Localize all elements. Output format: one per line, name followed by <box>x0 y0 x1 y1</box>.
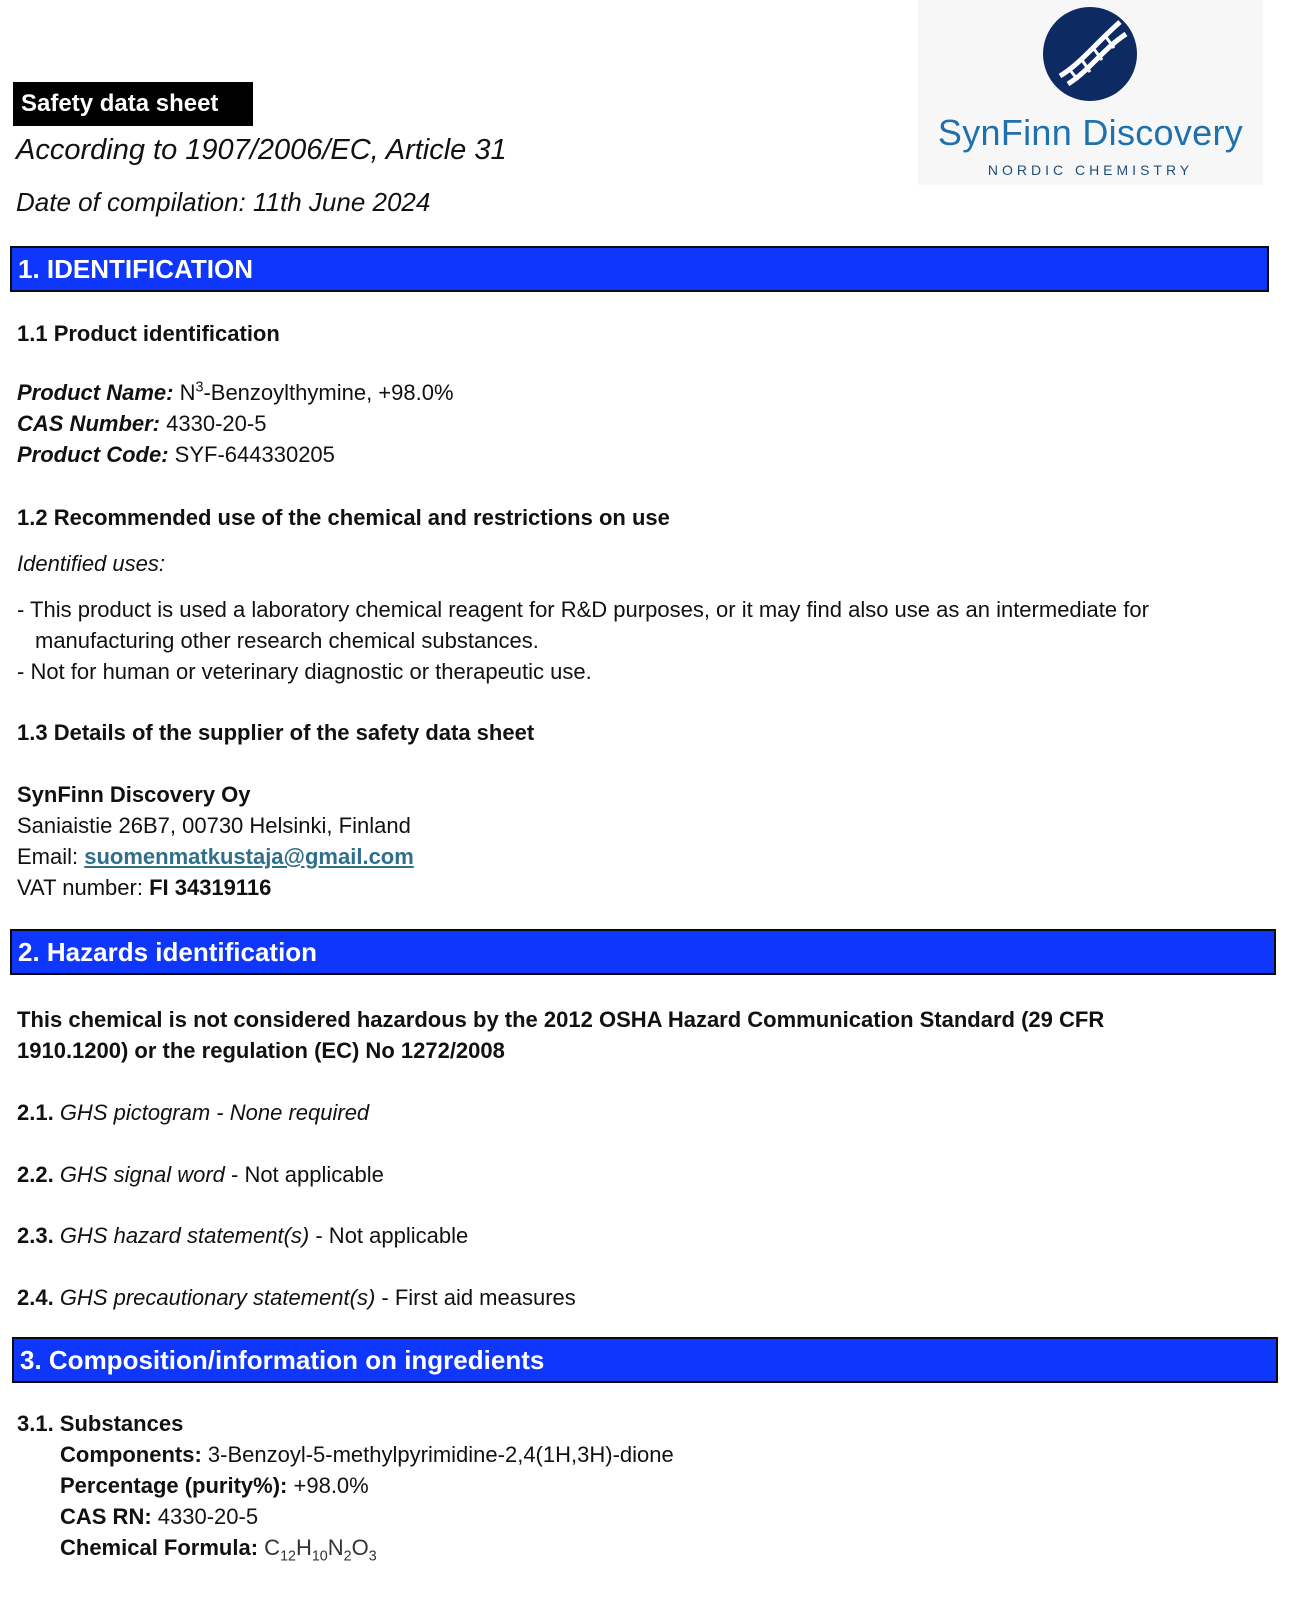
supplier-company: SynFinn Discovery Oy <box>17 782 251 807</box>
ghs-item-2-3 <box>17 1223 468 1249</box>
purity-value: +98.0% <box>287 1473 369 1498</box>
logo-subtitle: NORDIC CHEMISTRY <box>987 162 1194 178</box>
product-name-row <box>17 380 454 406</box>
cas-rn-label: CAS RN: <box>60 1504 152 1529</box>
subsection-1-2-title: 1.2 Recommended use of the chemical and restrictions on use <box>17 505 670 530</box>
compilation-date: Date of compilation: 11th June 2024 <box>16 187 431 217</box>
subsection-1-3-title: 1.3 Details of the supplier of the safety data sheet <box>17 720 535 745</box>
product-name-label: Product Name: <box>17 380 174 405</box>
email-label: Email: <box>17 844 85 869</box>
ghs-item-value: - Not applicable <box>231 1162 384 1187</box>
supplier-address: Saniaistie 26B7, 00730 Helsinki, Finland <box>17 813 411 838</box>
ghs-item-2-1 <box>17 1100 369 1126</box>
logo-name: SynFinn Discovery <box>937 112 1244 153</box>
ghs-item-value: - Not applicable <box>309 1223 469 1248</box>
chemical-formula-label: Chemical Formula: <box>60 1535 259 1560</box>
vat-label: VAT number: <box>17 875 150 900</box>
product-name-value: -Benzoylthymine, +98.0% <box>203 380 454 405</box>
dna-globe-icon <box>1040 4 1140 104</box>
ghs-item-2-4 <box>17 1285 576 1311</box>
hazard-statement-line-2: 1910.1200) or the regulation (EC) No 1272/2008 <box>17 1038 505 1063</box>
product-name-superscript: 3 <box>195 379 204 396</box>
ghs-item-label: GHS signal word <box>53 1162 231 1187</box>
cas-number-value: 4330-20-5 <box>160 411 267 436</box>
company-logo <box>918 0 1263 185</box>
cas-rn-value: 4330-20-5 <box>151 1504 259 1529</box>
purity-row <box>60 1473 369 1499</box>
regulation-reference: According to 1907/2006/EC, Article 31 <box>16 134 507 166</box>
document-type-badge: Safety data sheet <box>13 82 253 126</box>
ghs-item-label: GHS hazard statement(s) <box>53 1223 310 1248</box>
components-value: 3-Benzoyl-5-methylpyrimidine-2,4(1H,3H)-dione <box>201 1442 674 1467</box>
section-2-header: 2. Hazards identification <box>10 929 1276 975</box>
hazard-statement-line-1: This chemical is not considered hazardous by the 2012 OSHA Hazard Communication Standard (29 CFR <box>17 1007 1105 1032</box>
product-code-value: SYF-644330205 <box>168 442 335 467</box>
cas-rn-row <box>60 1504 258 1530</box>
use-item-1: - This product is used a laboratory chemical reagent for R&D purposes, or it may find also use as an intermediate for <box>17 597 1149 622</box>
ghs-item-number: 2.4. <box>17 1285 54 1310</box>
ghs-item-number: 2.2. <box>17 1162 54 1187</box>
supplier-email-row <box>17 844 414 870</box>
chemical-formula-value: $C_{12}H_{10}N_2O_3$ <box>264 1535 377 1565</box>
cas-number-label: CAS Number: <box>17 411 161 436</box>
use-item-2: - Not for human or veterinary diagnostic or therapeutic use. <box>17 659 592 684</box>
product-code-label: Product Code: <box>17 442 169 467</box>
use-item-1-continued: manufacturing other research chemical substances. <box>35 628 539 653</box>
product-code-row <box>17 442 335 468</box>
cas-number-row <box>17 411 266 437</box>
ghs-item-number: 2.3. <box>17 1223 54 1248</box>
ghs-item-value: - First aid measures <box>375 1285 576 1310</box>
section-1-header: 1. IDENTIFICATION <box>10 246 1269 292</box>
components-label: Components: <box>60 1442 202 1467</box>
ghs-item-label: GHS precautionary statement(s) <box>53 1285 376 1310</box>
ghs-item-number: 2.1. <box>17 1100 54 1125</box>
chemical-formula-row <box>60 1535 377 1565</box>
subsection-3-1-title: 3.1. Substances <box>17 1411 184 1436</box>
vat-row <box>17 875 271 901</box>
ghs-item-label: GHS pictogram - None required <box>53 1100 370 1125</box>
product-name-prefix: N <box>173 380 196 405</box>
components-row <box>60 1442 674 1468</box>
subsection-1-1-title: 1.1 Product identification <box>17 321 280 346</box>
ghs-item-2-2 <box>17 1162 384 1188</box>
vat-value: FI 34319116 <box>149 875 272 900</box>
supplier-email-link[interactable]: suomenmatkustaja@gmail.com <box>84 844 414 869</box>
purity-label: Percentage (purity%): <box>60 1473 288 1498</box>
section-3-header: 3. Composition/information on ingredients <box>12 1337 1278 1383</box>
identified-uses-label: Identified uses: <box>17 551 165 576</box>
